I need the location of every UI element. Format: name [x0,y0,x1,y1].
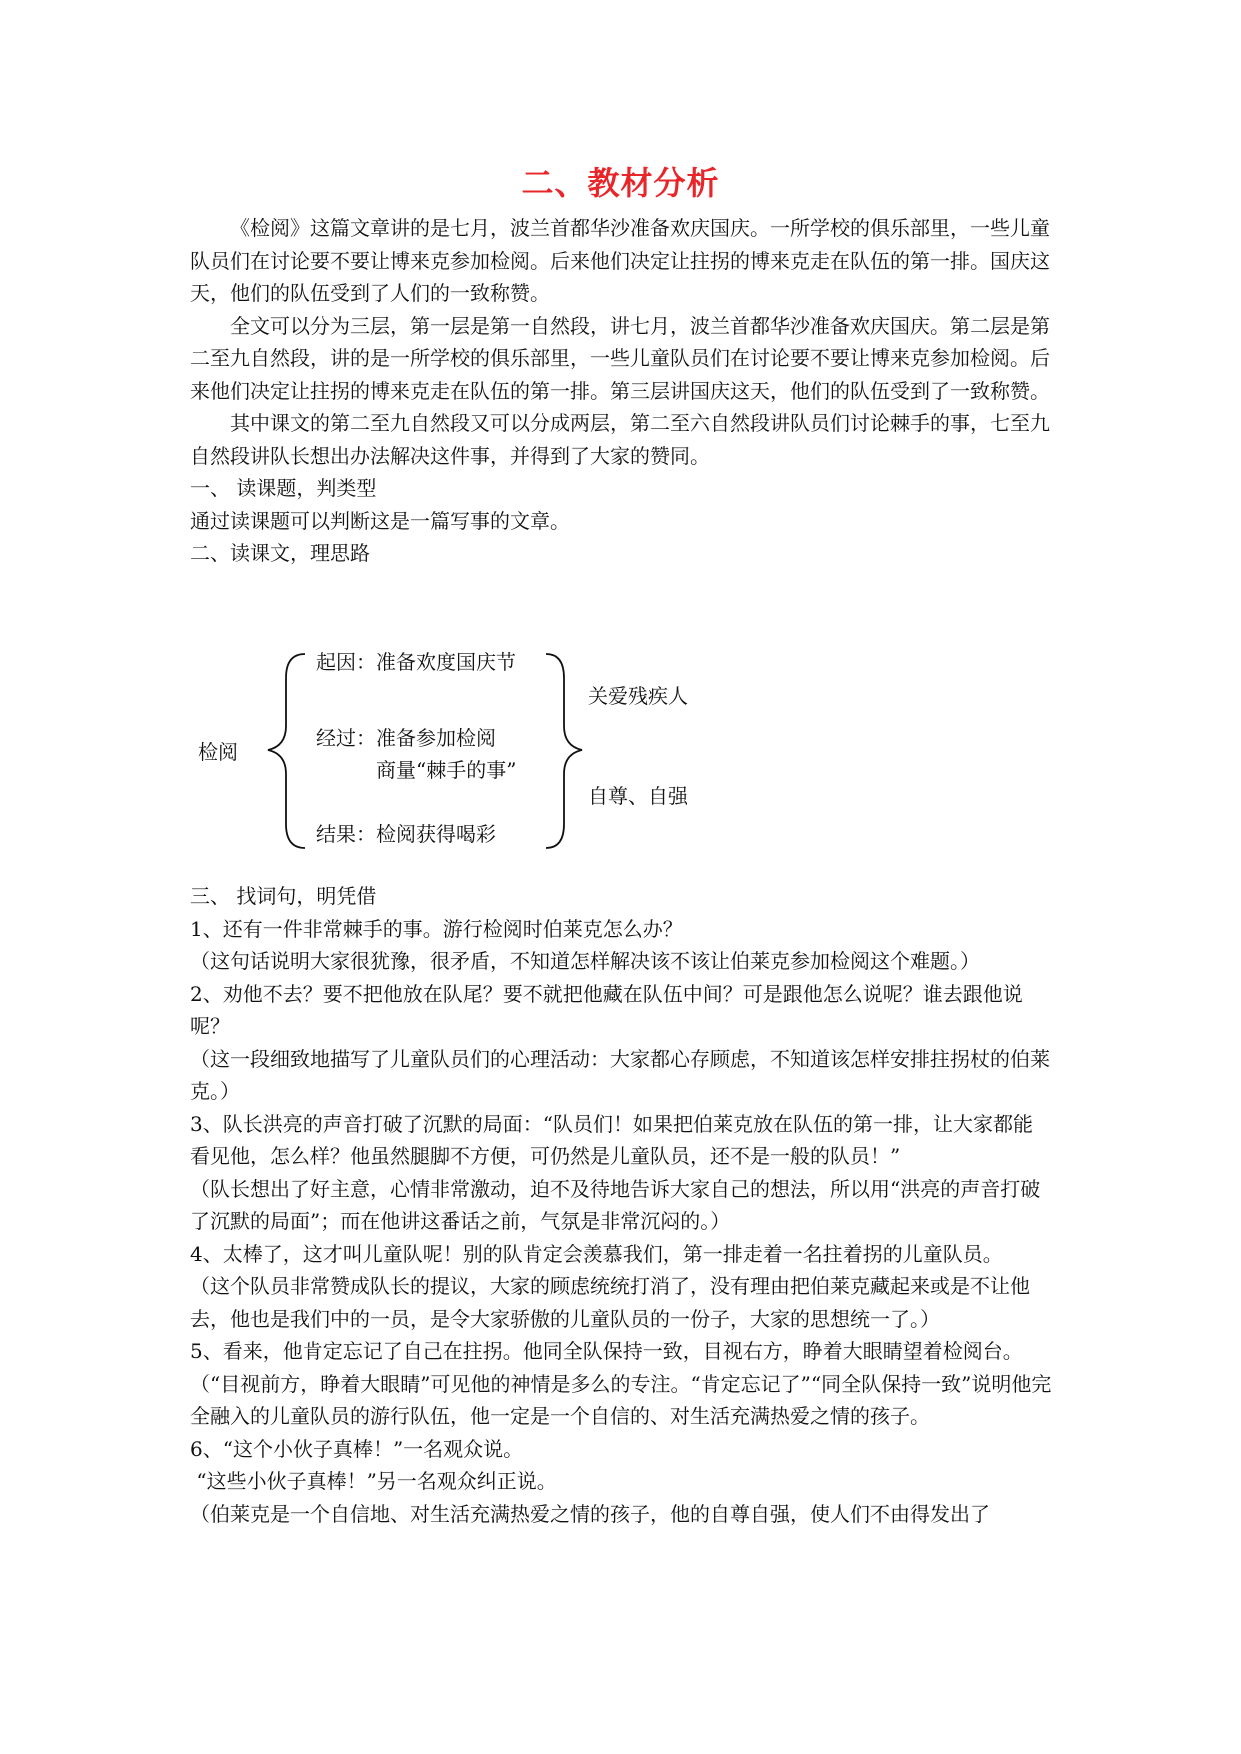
section3-heading: 三、 找词句，明凭借 [190,884,377,908]
diagram-root: 检阅 [198,740,238,764]
list-item: 6、“这个小伙子真棒！”一名观众说。 [190,1436,524,1461]
list-item: “这些小伙子真棒！”另一名观众纠正说。 [190,1469,557,1493]
structure-diagram [190,640,1052,860]
list-item: 1、还有一件非常棘手的事。游行检阅时伯莱克怎么办？ [190,916,683,941]
list-item: 4、太棒了，这才叫儿童队呢！别的队肯定会羡慕我们，第一排走着一名拄着拐的儿童队员。 [190,1241,1003,1266]
list-item: 2、劝他不去？要不把他放在队尾？要不就把他藏在队伍中间？可是跟他怎么说呢？谁去跟他说呢？ [190,981,1023,1038]
section2-heading: 二、读课文，理思路 [190,541,370,565]
diagram-cause: 起因：准备欢度国庆节 [316,650,516,674]
list-item: 3、队长洪亮的声音打破了沉默的局面：“队员们！如果把伯莱克放在队伍的第一排，让大家都能看见他，怎么样？他虽然腿脚不方便，可仍然是儿童队员，还不是一般的队员！” [190,1111,1033,1168]
diagram-result: 结果：检阅获得喝彩 [316,822,496,846]
section3 [190,880,1052,1530]
left-brace [268,654,305,848]
list-item: （队长想出了好主意，心情非常激动，迫不及待地告诉大家自己的想法，所以用“洪亮的声音打破了沉默的局面”；而在他讲这番话之前，气氛是非常沉闷的。） [190,1176,1041,1233]
intro-paragraph-1: 《检阅》这篇文章讲的是七月，波兰首都华沙准备欢庆国庆。一所学校的俱乐部里，一些儿童队员们在讨论要不要让博来克参加检阅。后来他们决定让拄拐的博来克走在队伍的第一排。国庆这天，他们的队伍受到了人们的一致称赞。 [190,216,1050,305]
right-brace [546,654,582,848]
intro-section [190,212,1052,570]
list-item: （伯莱克是一个自信地、对生活充满热爱之情的孩子，他的自尊自强，使人们不由得发出了 [190,1501,990,1526]
list-item: 5、看来，他肯定忘记了自己在拄拐。他同全队保持一致，目视右方，睁着大眼睛望着检阅台。 [190,1339,1023,1363]
list-item: （这一段细致地描写了儿童队员们的心理活动：大家都心存顾虑，不知道该怎样安排拄拐杖的伯莱克。） [190,1046,1050,1103]
diagram-process-2: 商量“棘手的事” [376,758,517,782]
list-item: （这个队员非常赞成队长的提议，大家的顾虑统统打消了，没有理由把伯莱克藏起来或是不让他去，他也是我们中的一员，是令大家骄傲的儿童队员的一份子，大家的思想统一了。） [190,1274,1030,1331]
list-item: （这句话说明大家很犹豫，很矛盾，不知道怎样解决该不该让伯莱克参加检阅这个难题。） [190,949,980,973]
page-title: 二、教材分析 [521,164,720,202]
diagram-theme-2: 自尊、自强 [588,784,688,808]
list-item: （“目视前方，睁着大眼睛”可见他的神情是多么的专注。“肯定忘记了”“同全队保持一致”说明他完全融入的儿童队员的游行队伍，他一定是一个自信的、对生活充满热爱之情的孩子。 [190,1371,1052,1428]
section1-heading: 一、 读课题，判类型 [190,476,377,500]
diagram-process-1: 经过：准备参加检阅 [316,726,496,750]
intro-paragraph-3: 其中课文的第二至九自然段又可以分成两层，第二至六自然段讲队员们讨论棘手的事，七至九自然段讲队长想出办法解决这件事，并得到了大家的赞同。 [190,411,1050,468]
intro-paragraph-2: 全文可以分为三层，第一层是第一自然段，讲七月，波兰首都华沙准备欢庆国庆。第二层是第二至九自然段，讲的是一所学校的俱乐部里，一些儿童队员们在讨论要不要让博来克参加检阅。后来他们决定让拄拐的博来克走在队伍的第一排。第三层讲国庆这天，他们的队伍受到了一致称赞。 [190,313,1050,403]
diagram-theme-1: 关爱残疾人 [588,684,688,708]
section1-text: 通过读课题可以判断这是一篇写事的文章。 [190,508,570,533]
